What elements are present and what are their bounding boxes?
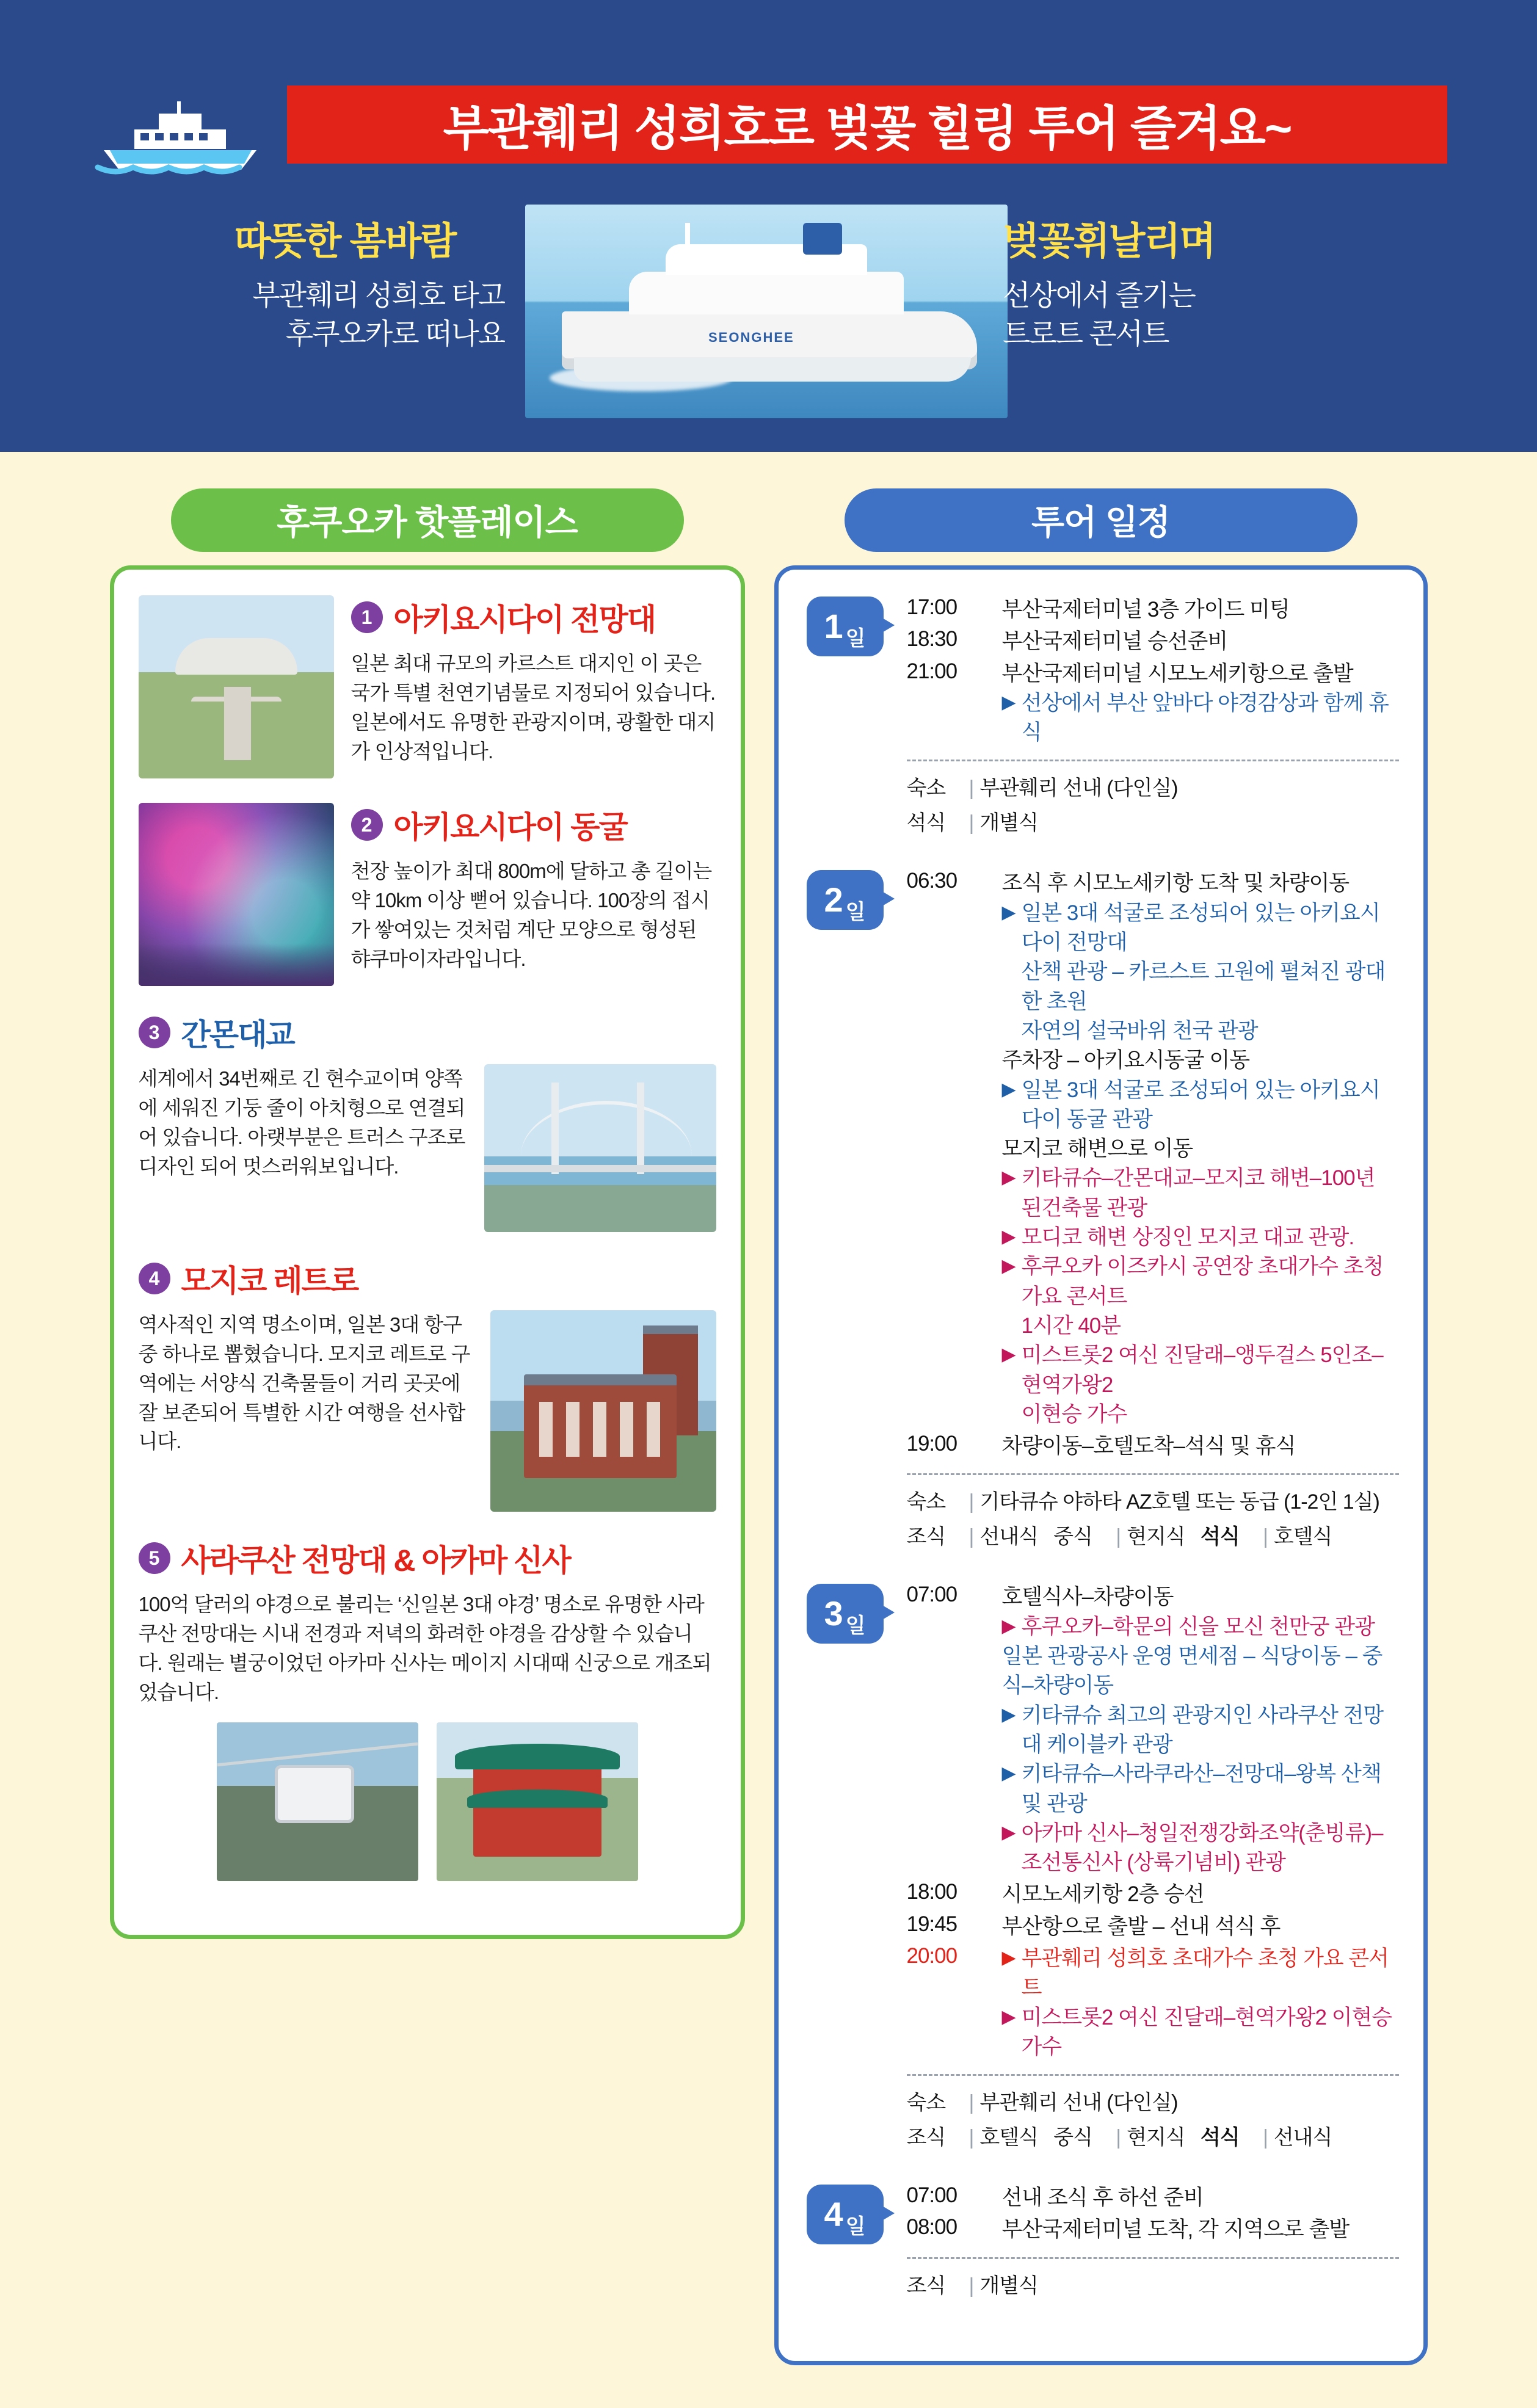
schedule-line-text: 키타큐슈 최고의 관광지인 사라쿠산 전망대 케이블카 관광 [1021, 1703, 1384, 1757]
poster-header [0, 0, 1537, 452]
akiyoshidai-cave-photo [139, 803, 334, 986]
list-item [139, 1536, 716, 1881]
schedule-line [1002, 1642, 1399, 1701]
meal-label: 석식 [1200, 1525, 1240, 1549]
spot-header [351, 595, 716, 639]
spot-number-badge: 2 [351, 809, 383, 841]
schedule-line [1002, 1311, 1399, 1341]
meal-label: 숙소 [906, 1490, 946, 1514]
day-unit: 일 [845, 2215, 866, 2239]
meal-separator: | [1262, 1525, 1268, 1549]
schedule-bullet-line [1002, 1819, 1399, 1848]
header-left-line1: 부관훼리 성희호 타고 [252, 279, 504, 311]
schedule-time: 07:00 [906, 1583, 957, 1607]
indent-spacer [1002, 1848, 1016, 1877]
ship-funnel [803, 223, 842, 255]
triangle-bullet-icon: ▶ [1001, 1079, 1016, 1100]
ship-name-label: SEONGHEE [708, 330, 794, 345]
schedule-column-title: 투어 일정 [845, 488, 1357, 552]
spot-header [139, 1257, 716, 1300]
schedule-row [907, 1944, 1399, 2062]
schedule-description [1002, 595, 1399, 625]
indent-spacer [1002, 957, 1016, 1017]
schedule-time: 18:30 [906, 627, 957, 651]
shrine-roof-lower [467, 1790, 608, 1808]
day-number: 4 [824, 2195, 843, 2234]
header-right-headline: 벚꽃휘날리며 [1003, 220, 1215, 263]
schedule-line-text: 자연의 설국바위 천국 관광 [1021, 1018, 1258, 1043]
akiyoshidai-observatory-photo [139, 595, 334, 778]
day-badge [807, 1584, 884, 1644]
schedule-bullet-line [1002, 1701, 1399, 1760]
schedule-description [1002, 1944, 1399, 2062]
meal-label: 석식 [906, 811, 946, 835]
schedule-row [907, 2183, 1399, 2213]
schedule-line [1002, 1912, 1399, 1942]
ship-photo [525, 205, 1008, 418]
indent-spacer [1002, 1311, 1016, 1341]
day-badge [807, 2185, 884, 2244]
triangle-bullet-icon: ▶ [1001, 1947, 1016, 1968]
schedule-bullet-line [1002, 1612, 1399, 1642]
schedule-line [1002, 1046, 1399, 1075]
schedule-row [907, 659, 1399, 748]
meal-info-row [907, 2086, 1399, 2116]
divider [907, 760, 1399, 761]
schedule-line-text: 키타큐슈–간몬대교–모지코 해변–100년 된건축물 관광 [1021, 1166, 1375, 1220]
meal-value: 현지식 [1127, 1525, 1185, 1549]
schedule-time: 21:00 [906, 659, 957, 683]
meal-label: 조식 [906, 2274, 946, 2297]
list-item [139, 1257, 716, 1512]
schedule-line [1002, 1134, 1399, 1164]
triangle-bullet-icon: ▶ [1001, 1256, 1016, 1277]
header-left-line2: 후쿠오카로 떠나요 [285, 317, 504, 350]
schedule-days [803, 595, 1399, 2299]
meal-separator: | [968, 2126, 974, 2150]
schedule-line [1002, 595, 1399, 625]
day-number: 3 [824, 1594, 843, 1633]
day-unit: 일 [845, 1614, 866, 1638]
meal-label: 중식 [1053, 1525, 1092, 1549]
schedule-bullet-line [1002, 1164, 1399, 1223]
schedule-bullet-line [1002, 1223, 1399, 1252]
schedule-line-text: 미스트롯2 여신 진달래–현역가왕2 이현승 가수 [1021, 2005, 1392, 2059]
banner-title: 부관훼리 성희호로 벚꽃 힐링 투어 즐겨요~ [443, 101, 1292, 155]
meal-separator: | [968, 811, 974, 835]
schedule-bullet-line [1002, 1944, 1399, 2003]
header-right-line1: 선상에서 즐기는 [1003, 279, 1195, 311]
meal-label: 중식 [1053, 2126, 1092, 2150]
spot-description: 100억 달러의 야경으로 불리는 ‘신일본 3대 야경’ 명소로 유명한 사라쿠산 전망대는 시내 전경과 저녁의 화려한 야경을 감상할 수 있습니다. 원래는 별궁이었던 아카마 신사는 메이지 시대때 신궁으로 개조되었습니다. [138, 1593, 711, 1703]
mojiko-retro-photo [490, 1310, 716, 1512]
schedule-line-text: 일본 3대 석굴로 조성되어 있는 아키요시다이 동굴 관광 [1021, 1078, 1380, 1131]
schedule-line-text: 조선통신사 (상륙기념비) 관광 [1021, 1851, 1285, 1875]
schedule-line-text: 일본 관광공사 운영 면세점 – 식당이동 – 중식–차량이동 [1001, 1644, 1383, 1698]
schedule-line [1002, 869, 1399, 898]
schedule-row [907, 1880, 1399, 1909]
indent-spacer [1002, 1400, 1016, 1429]
meal-info-row [907, 2120, 1399, 2150]
meal-gap [1038, 2126, 1053, 2149]
meal-separator: | [968, 2091, 974, 2115]
schedule-line-text: 이현승 가수 [1021, 1402, 1127, 1426]
schedule-description [1002, 1880, 1399, 1909]
schedule-bullet-line [1002, 1252, 1399, 1311]
ship-deck [629, 272, 904, 314]
spot-title: 아키요시다이 동굴 [393, 810, 627, 844]
schedule-line-text: 미스트롯2 여신 진달래–앵두걸스 5인조–현역가왕2 [1021, 1343, 1383, 1397]
meal-info-row [907, 771, 1399, 801]
schedule-line-text: 부산항으로 출발 – 선내 석식 후 [1001, 1914, 1281, 1938]
schedule-line [1002, 1848, 1399, 1877]
schedule-time: 19:00 [906, 1432, 957, 1456]
meal-value: 기타큐슈 야하타 AZ호텔 또는 동급 (1-2인 1실) [979, 1490, 1379, 1514]
bridge-deck [484, 1165, 716, 1172]
meal-label: 숙소 [906, 777, 946, 800]
schedule-row [907, 1583, 1399, 1877]
schedule-line-text: 모디코 해변 상징인 모지코 대교 관광. [1021, 1225, 1354, 1250]
spot-description: 천장 높이가 최대 800m에 달하고 총 길이는 약 10km 이상 뻗어 있습니다. 100장의 접시가 쌓여있는 것처럼 계단 모양으로 형성된 햐쿠마이자라입니다. [351, 860, 712, 970]
meal-separator: | [968, 2274, 974, 2297]
schedule-line-text: 모지코 해변으로 이동 [1001, 1137, 1193, 1161]
header-right-text [1003, 211, 1381, 354]
divider [907, 2257, 1399, 2259]
spot-title: 아키요시다이 전망대 [393, 603, 656, 637]
meal-separator: | [968, 1525, 974, 1549]
schedule-line-text: 일본 3대 석굴로 조성되어 있는 아키요시다이 전망대 [1021, 901, 1380, 955]
meal-info-row [907, 1485, 1399, 1515]
meal-separator: | [968, 1490, 974, 1514]
schedule-line-text: 아카마 신사–청일전쟁강화조약(춘빙류)– [1021, 1821, 1383, 1845]
sarakurayama-cablecar-photo [217, 1722, 418, 1881]
day-number: 1 [824, 607, 843, 645]
meal-info-row [907, 1520, 1399, 1550]
meal-gap [1379, 1490, 1395, 1514]
poster-body [0, 452, 1537, 2408]
meal-label: 조식 [906, 2126, 946, 2150]
triangle-bullet-icon: ▶ [1001, 1763, 1016, 1784]
schedule-description [1002, 869, 1399, 1429]
day-badge [807, 597, 884, 656]
schedule-line-text: 시모노세키항 2층 승선 [1001, 1882, 1204, 1907]
spot-title: 모지코 레트로 [181, 1264, 358, 1298]
schedule-row [907, 1432, 1399, 1461]
meal-value: 선내식 [979, 1525, 1038, 1549]
schedule-line [1002, 627, 1399, 656]
schedule-line [1002, 659, 1399, 689]
spot-title: 사라쿠산 전망대 & 아카마 신사 [181, 1543, 570, 1578]
schedule-line-text: 선상에서 부산 앞바다 야경감상과 함께 휴식 [1021, 691, 1389, 745]
schedule-panel [774, 565, 1428, 2365]
schedule-description [1002, 2215, 1399, 2244]
bridge-tower-left [551, 1083, 559, 1174]
schedule-row [907, 595, 1399, 625]
meal-gap [1177, 2091, 1193, 2114]
bridge-tower-right [637, 1083, 644, 1174]
meal-gap [1332, 2126, 1347, 2149]
meal-label: 조식 [906, 1525, 946, 1549]
schedule-time: 07:00 [906, 2183, 957, 2208]
schedule-line [1002, 1017, 1399, 1046]
meal-separator: | [968, 777, 974, 800]
cablecar-cabin [275, 1765, 354, 1823]
list-item [139, 1010, 716, 1232]
spot-title: 간몬대교 [181, 1018, 294, 1052]
schedule-line [1002, 1400, 1399, 1429]
schedule-bullet-line [1002, 1760, 1399, 1819]
header-left-text [171, 211, 519, 354]
schedule-line-text: 주차장 – 아키요시동굴 이동 [1001, 1048, 1250, 1073]
schedule-line [1002, 1880, 1399, 1909]
spot-description: 일본 최대 규모의 카르스트 대지인 이 곳은 국가 특별 천연기념물로 지정되어 있습니다. 일본에서도 유명한 관광지이며, 광활한 대지가 인상적입니다. [351, 652, 716, 763]
divider [907, 2074, 1399, 2076]
meal-gap [1038, 1525, 1053, 1548]
meal-value: 선내식 [1273, 2126, 1332, 2150]
akama-shrine-photo [437, 1722, 638, 1881]
schedule-day [803, 2183, 1399, 2299]
meal-info-row [907, 2269, 1399, 2299]
triangle-bullet-icon: ▶ [1001, 1704, 1016, 1725]
triangle-bullet-icon: ▶ [1001, 1822, 1016, 1843]
list-item [139, 803, 716, 986]
meal-value: 부관훼리 선내 (다인실) [979, 777, 1178, 800]
meal-value: 호텔식 [1273, 1525, 1332, 1549]
meal-gap [1038, 811, 1053, 835]
schedule-line-text: 산책 관광 – 카르스트 고원에 펼쳐진 광대한 초원 [1021, 960, 1386, 1014]
schedule-description [1002, 1912, 1399, 1942]
schedule-time: 08:00 [906, 2215, 957, 2239]
schedule-bullet-line [1002, 1076, 1399, 1135]
cablecar-wire [217, 1743, 418, 1766]
header-left-headline: 따뜻한 봄바람 [234, 220, 456, 263]
spot-header [139, 1536, 716, 1580]
schedule-description [1002, 659, 1399, 748]
bridge-cable [521, 1101, 692, 1156]
schedule-time: 18:00 [906, 1880, 957, 1904]
schedule-time: 17:00 [906, 595, 957, 619]
shrine-roof-upper [455, 1744, 620, 1769]
meal-value: 부관훼리 선내 (다인실) [979, 2091, 1178, 2115]
schedule-row [907, 1912, 1399, 1942]
schedule-line-text: 차량이동–호텔도착–석식 및 휴식 [1001, 1434, 1296, 1459]
schedule-day [803, 869, 1399, 1550]
meal-value: 현지식 [1127, 2126, 1185, 2150]
schedule-line-text: 부산국제터미널 승선준비 [1001, 629, 1228, 654]
triangle-bullet-icon: ▶ [1001, 1344, 1016, 1365]
schedule-time: 06:30 [906, 869, 957, 893]
schedule-line-text: 부관훼리 성희호 초대가수 초청 가요 콘서트 [1021, 1946, 1389, 2000]
schedule-description [1002, 1432, 1399, 1461]
list-item [139, 595, 716, 778]
triangle-bullet-icon: ▶ [1001, 1167, 1016, 1188]
triangle-bullet-icon: ▶ [1001, 902, 1016, 923]
hotplace-column [110, 488, 745, 2365]
schedule-row [907, 627, 1399, 656]
schedule-line [1002, 957, 1399, 1017]
meal-value: 개별식 [979, 811, 1038, 835]
schedule-line-text: 선내 조식 후 하선 준비 [1001, 2186, 1204, 2210]
divider [907, 1473, 1399, 1475]
kanmon-bridge-photo [484, 1064, 716, 1232]
title-banner [287, 85, 1447, 164]
ship-hull-lower [574, 357, 971, 382]
spot-header [139, 1010, 716, 1054]
schedule-description [1002, 2183, 1399, 2213]
schedule-line-text: 부산국제터미널 3층 가이드 미팅 [1001, 598, 1290, 622]
meal-gap [1185, 1525, 1201, 1548]
schedule-bullet-line [1002, 689, 1399, 748]
triangle-bullet-icon: ▶ [1001, 1616, 1016, 1636]
spot-number-badge: 4 [139, 1263, 170, 1294]
meal-separator: | [1262, 2126, 1268, 2150]
meal-label: 숙소 [906, 2091, 946, 2115]
schedule-line [1002, 2183, 1399, 2213]
schedule-day [803, 595, 1399, 836]
meal-separator: | [1116, 1525, 1121, 1549]
meal-separator: | [1116, 2126, 1121, 2150]
schedule-line-text: 키타큐슈–사라쿠라산–전망대–왕복 산책 및 관광 [1021, 1762, 1381, 1816]
spot-description: 세계에서 34번째로 긴 현수교이며 양쪽에 세워진 기둥 줄이 아치형으로 연결되어 있습니다. 아랫부분은 트러스 구조로 디자인 되어 멋스러워보입니다. [138, 1067, 465, 1178]
hotplace-column-title: 후쿠오카 핫플레이스 [171, 488, 684, 552]
schedule-day [803, 1583, 1399, 2150]
meal-value: 호텔식 [979, 2126, 1038, 2150]
schedule-column [774, 488, 1428, 2365]
meal-info-row [907, 806, 1399, 836]
ship-mast [685, 223, 690, 251]
schedule-line-text: 부산국제터미널 도착, 각 지역으로 출발 [1001, 2218, 1350, 2242]
day-unit: 일 [845, 901, 866, 924]
meal-gap [1177, 777, 1193, 800]
schedule-line-text: 후쿠오카 이즈카시 공연장 초대가수 초청 가요 콘서트 [1021, 1255, 1384, 1308]
schedule-row [907, 2215, 1399, 2244]
hotplace-panel [110, 565, 745, 1939]
triangle-bullet-icon: ▶ [1001, 2006, 1016, 2027]
schedule-row [907, 869, 1399, 1429]
schedule-line [1002, 1432, 1399, 1461]
meal-value: 개별식 [979, 2274, 1038, 2297]
schedule-line-text: 1시간 40분 [1021, 1313, 1121, 1338]
spot-number-badge: 1 [351, 601, 383, 633]
indent-spacer [1002, 1017, 1016, 1046]
spot-header [351, 803, 716, 847]
schedule-line-text: 조식 후 시모노세키항 도착 및 차량이동 [1001, 871, 1350, 896]
schedule-line-text: 호텔식사–차량이동 [1001, 1585, 1174, 1609]
meal-gap [1185, 2126, 1201, 2149]
day-number: 2 [824, 880, 843, 919]
header-right-line2: 트로트 콘서트 [1003, 317, 1169, 350]
schedule-line [1002, 1583, 1399, 1612]
triangle-bullet-icon: ▶ [1001, 692, 1016, 713]
schedule-line-text: 후쿠오카–학문의 신을 모신 천만궁 관광 [1021, 1614, 1375, 1639]
meal-label: 석식 [1200, 2126, 1240, 2150]
boat-icon [92, 92, 269, 177]
triangle-bullet-icon: ▶ [1001, 1227, 1016, 1247]
schedule-time: 20:00 [906, 1943, 957, 1968]
day-badge [807, 870, 884, 930]
meal-gap [1038, 2274, 1053, 2297]
schedule-time: 19:45 [906, 1912, 957, 1936]
schedule-description [1002, 1583, 1399, 1877]
day-unit: 일 [845, 627, 866, 650]
schedule-bullet-line [1002, 1341, 1399, 1400]
spot-description: 역사적인 지역 명소이며, 일본 3대 항구 중 하나로 뽑혔습니다. 모지코 레트로 구역에는 서양식 건축물들이 거리 곳곳에 잘 보존되어 특별한 시간 여행을 선사합니다. [138, 1313, 470, 1453]
schedule-bullet-line [1002, 899, 1399, 958]
spot-number-badge: 5 [139, 1542, 170, 1574]
mojiko-windows [539, 1402, 661, 1457]
schedule-line [1002, 2215, 1399, 2244]
schedule-bullet-line [1002, 2003, 1399, 2062]
spot-number-badge: 3 [139, 1017, 170, 1048]
meal-gap [1332, 1525, 1347, 1548]
schedule-line-text: 부산국제터미널 시모노세키항으로 출발 [1001, 661, 1353, 686]
schedule-description [1002, 627, 1399, 656]
